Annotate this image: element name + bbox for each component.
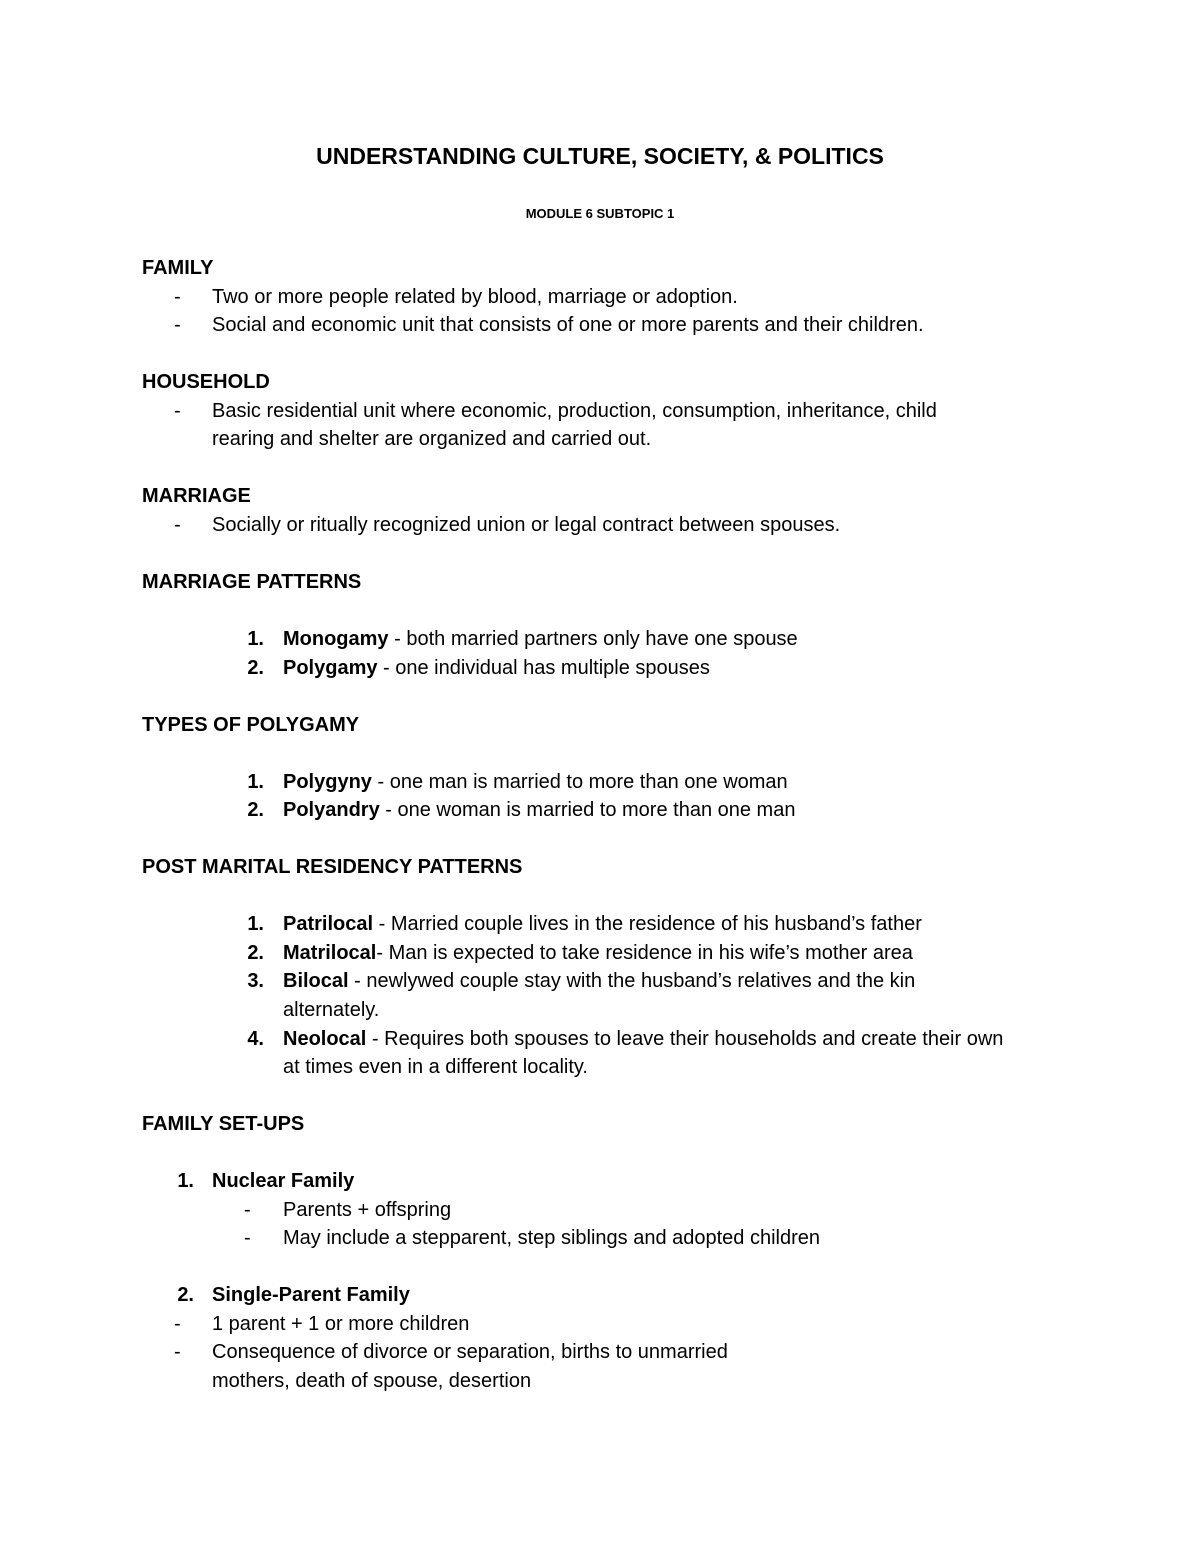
- page-title: UNDERSTANDING CULTURE, SOCIETY, & POLITICS: [316, 143, 884, 169]
- nuclear-item-2: May include a stepparent, step siblings and adopted children: [283, 1227, 821, 1249]
- term: Patrilocal: [283, 913, 374, 935]
- list-item-text: [283, 1025, 1003, 1054]
- list-number: 1.: [177, 1170, 194, 1192]
- marriage-patterns-heading: MARRIAGE PATTERNS: [142, 571, 362, 593]
- definition: - one individual has multiple spouses: [377, 657, 710, 679]
- definition: - Man is expected to take residence in his wife’s mother area: [376, 942, 913, 964]
- single-parent-item-2-cont: mothers, death of spouse, desertion: [212, 1370, 532, 1392]
- list-item-text: [283, 625, 798, 654]
- marriage-item-1: Socially or ritually recognized union or legal contract between spouses.: [212, 514, 841, 536]
- nuclear-item-1: Parents + offspring: [283, 1199, 452, 1221]
- list-number: 2.: [247, 657, 264, 679]
- single-parent-family-term: Single-Parent Family: [212, 1284, 410, 1306]
- marriage-dash-1: -: [174, 514, 181, 536]
- definition: - Requires both spouses to leave their households and create their own: [366, 1028, 1004, 1050]
- list-number: 1.: [247, 913, 264, 935]
- list-item-text: [283, 654, 710, 683]
- post-marital-heading: POST MARITAL RESIDENCY PATTERNS: [142, 856, 523, 878]
- single-parent-item-2: Consequence of divorce or separation, births to unmarried: [212, 1341, 728, 1363]
- page-subtitle: MODULE 6 SUBTOPIC 1: [525, 206, 675, 221]
- definition: - one man is married to more than one woman: [371, 771, 788, 793]
- list-number: 2.: [247, 942, 264, 964]
- list-number: 1.: [247, 628, 264, 650]
- list-item-text: [283, 967, 915, 996]
- term: Matrilocal: [283, 942, 377, 964]
- term: Polygyny: [283, 771, 372, 793]
- single-parent-dash-2: -: [174, 1341, 181, 1363]
- term: Polygamy: [283, 657, 378, 679]
- nuclear-dash-1: -: [244, 1199, 251, 1221]
- family-dash-2: -: [174, 314, 181, 336]
- definition: - both married partners only have one spouse: [388, 628, 798, 650]
- list-item-continuation: alternately.: [283, 999, 380, 1021]
- list-item-text: [283, 939, 913, 968]
- nuclear-dash-2: -: [244, 1227, 251, 1249]
- family-setups-heading: FAMILY SET-UPS: [142, 1113, 305, 1135]
- list-number: 4.: [247, 1028, 264, 1050]
- definition: - Married couple lives in the residence of his husband’s father: [373, 913, 922, 935]
- term: Polyandry: [283, 799, 380, 821]
- single-parent-dash-1: -: [174, 1313, 181, 1335]
- list-number: 1.: [247, 771, 264, 793]
- definition: - newlywed couple stay with the husband’s relatives and the kin: [348, 970, 916, 992]
- marriage-heading: MARRIAGE: [142, 485, 251, 507]
- family-item-2: Social and economic unit that consists of one or more parents and their children.: [212, 314, 924, 336]
- term: Neolocal: [283, 1028, 367, 1050]
- nuclear-family-term: Nuclear Family: [212, 1170, 355, 1192]
- list-number: 3.: [247, 970, 264, 992]
- list-item-continuation: at times even in a different locality.: [283, 1056, 588, 1078]
- list-item-text: [283, 796, 795, 825]
- household-item-1-cont: rearing and shelter are organized and carried out.: [212, 428, 652, 450]
- household-heading: HOUSEHOLD: [142, 371, 270, 393]
- single-parent-item-1: 1 parent + 1 or more children: [212, 1313, 470, 1335]
- family-item-1: Two or more people related by blood, marriage or adoption.: [212, 286, 738, 308]
- list-number: 2.: [247, 799, 264, 821]
- list-item-text: [283, 910, 922, 939]
- list-number: 2.: [177, 1284, 194, 1306]
- family-heading: FAMILY: [142, 257, 214, 279]
- family-dash-1: -: [174, 286, 181, 308]
- household-dash-1: -: [174, 400, 181, 422]
- list-item-text: [283, 768, 788, 797]
- household-item-1: Basic residential unit where economic, production, consumption, inheritance, child: [212, 400, 937, 422]
- term: Bilocal: [283, 970, 349, 992]
- definition: - one woman is married to more than one man: [379, 799, 796, 821]
- term: Monogamy: [283, 628, 389, 650]
- types-of-polygamy-heading: TYPES OF POLYGAMY: [142, 714, 360, 736]
